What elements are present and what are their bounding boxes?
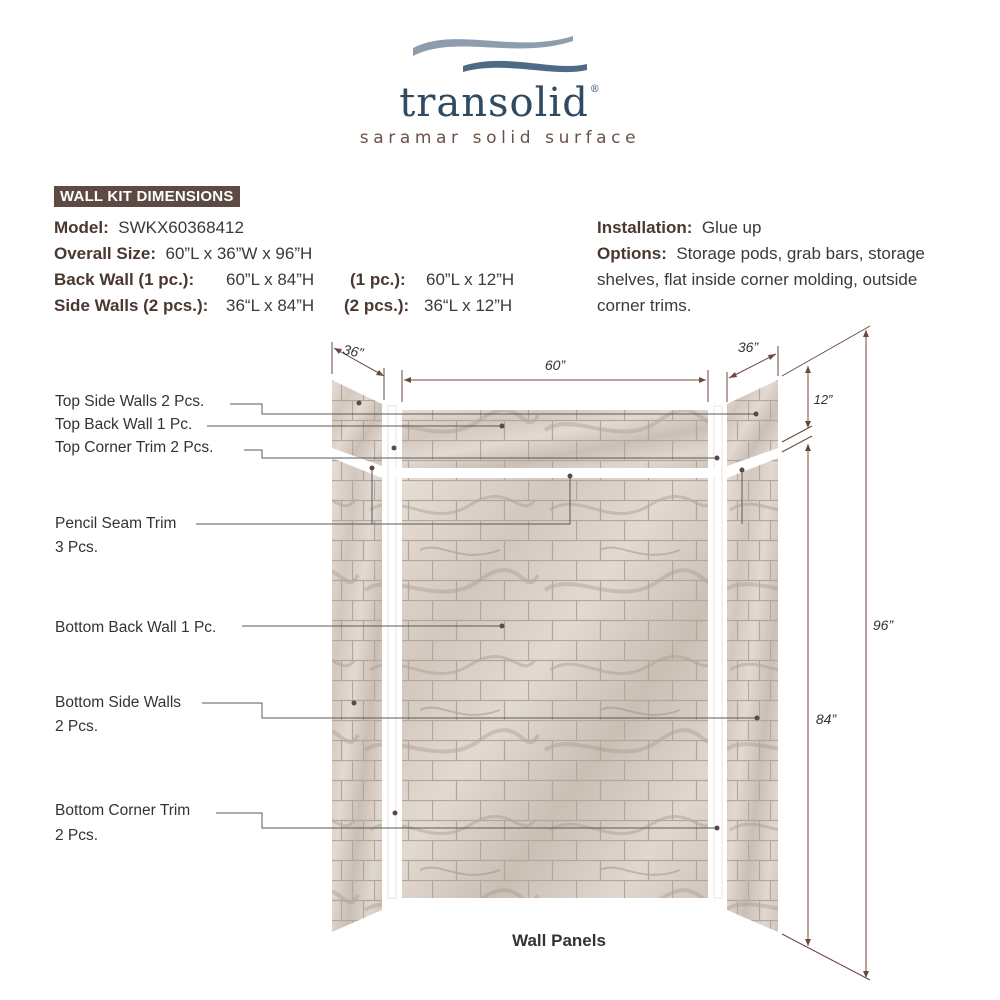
side-walls-value: 36“L x 84”H [226,296,315,315]
back-top-value: 60”L x 12”H [426,270,515,289]
options-line-1: Storage pods, grab bars, storage [676,244,925,263]
section-title: WALL KIT DIMENSIONS [54,186,240,207]
dim-right-width: 36” [737,339,759,355]
brand-name: transolid® [399,80,601,126]
options-label: Options: [597,244,667,263]
brand-tagline: saramar solid surface [359,128,641,148]
callout-top-side-walls: Top Side Walls 2 Pcs. [55,393,205,410]
registered-mark: ® [589,84,601,95]
callout-bottom-back-wall: Bottom Back Wall 1 Pc. [55,619,217,636]
bottom-left-side-wall-panel [332,458,382,932]
callout-bottom-corner-trim: Bottom Corner Trim [55,802,191,819]
callout-pencil-seam-trim: Pencil Seam Trim [55,515,177,532]
pencil-seam-trim-back [390,469,720,477]
callout-bottom-corner-trim-count: 2 Pcs. [55,827,99,844]
callout-pencil-seam-trim-count: 3 Pcs. [55,539,99,556]
model-value: SWKX60368412 [118,218,244,237]
bottom-right-side-wall-panel [727,458,778,932]
back-wall-label: Back Wall (1 pc.): [54,270,195,289]
right-corner-trim [714,406,722,898]
overall-value: 60”L x 36”W x 96”H [165,244,313,263]
options-line-2: shelves, flat inside corner molding, outside [597,270,918,289]
left-corner-trim [388,406,396,898]
model-label: Model: [54,218,109,237]
overall-label: Overall Size: [54,244,157,263]
callout-top-back-wall: Top Back Wall 1 Pc. [55,416,193,433]
dim-back-width: 60” [544,357,566,373]
bottom-back-wall-panel [402,478,708,898]
callout-top-corner-trim: Top Corner Trim 2 Pcs. [55,439,214,456]
dim-bottom-height: 84” [815,711,837,727]
back-wall-value: 60”L x 84”H [226,270,315,289]
back-top-label: (1 pc.): [350,270,406,289]
dim-left-width: 36” [341,341,365,362]
top-back-wall-panel [402,410,708,468]
installation-value: Glue up [701,218,762,237]
side-top-label: (2 pcs.): [344,296,410,315]
callout-bottom-side-walls: Bottom Side Walls [55,694,182,711]
callout-bottom-side-walls-count: 2 Pcs. [55,718,99,735]
options-line-3: corner trims. [597,296,692,315]
installation-label: Installation: [597,218,693,237]
dim-total-height: 96” [872,617,894,633]
side-top-value: 36“L x 12”H [424,296,513,315]
diagram-caption: Wall Panels [512,931,606,950]
side-walls-label: Side Walls (2 pcs.): [54,296,209,315]
dim-top-height: 12” [813,392,833,407]
